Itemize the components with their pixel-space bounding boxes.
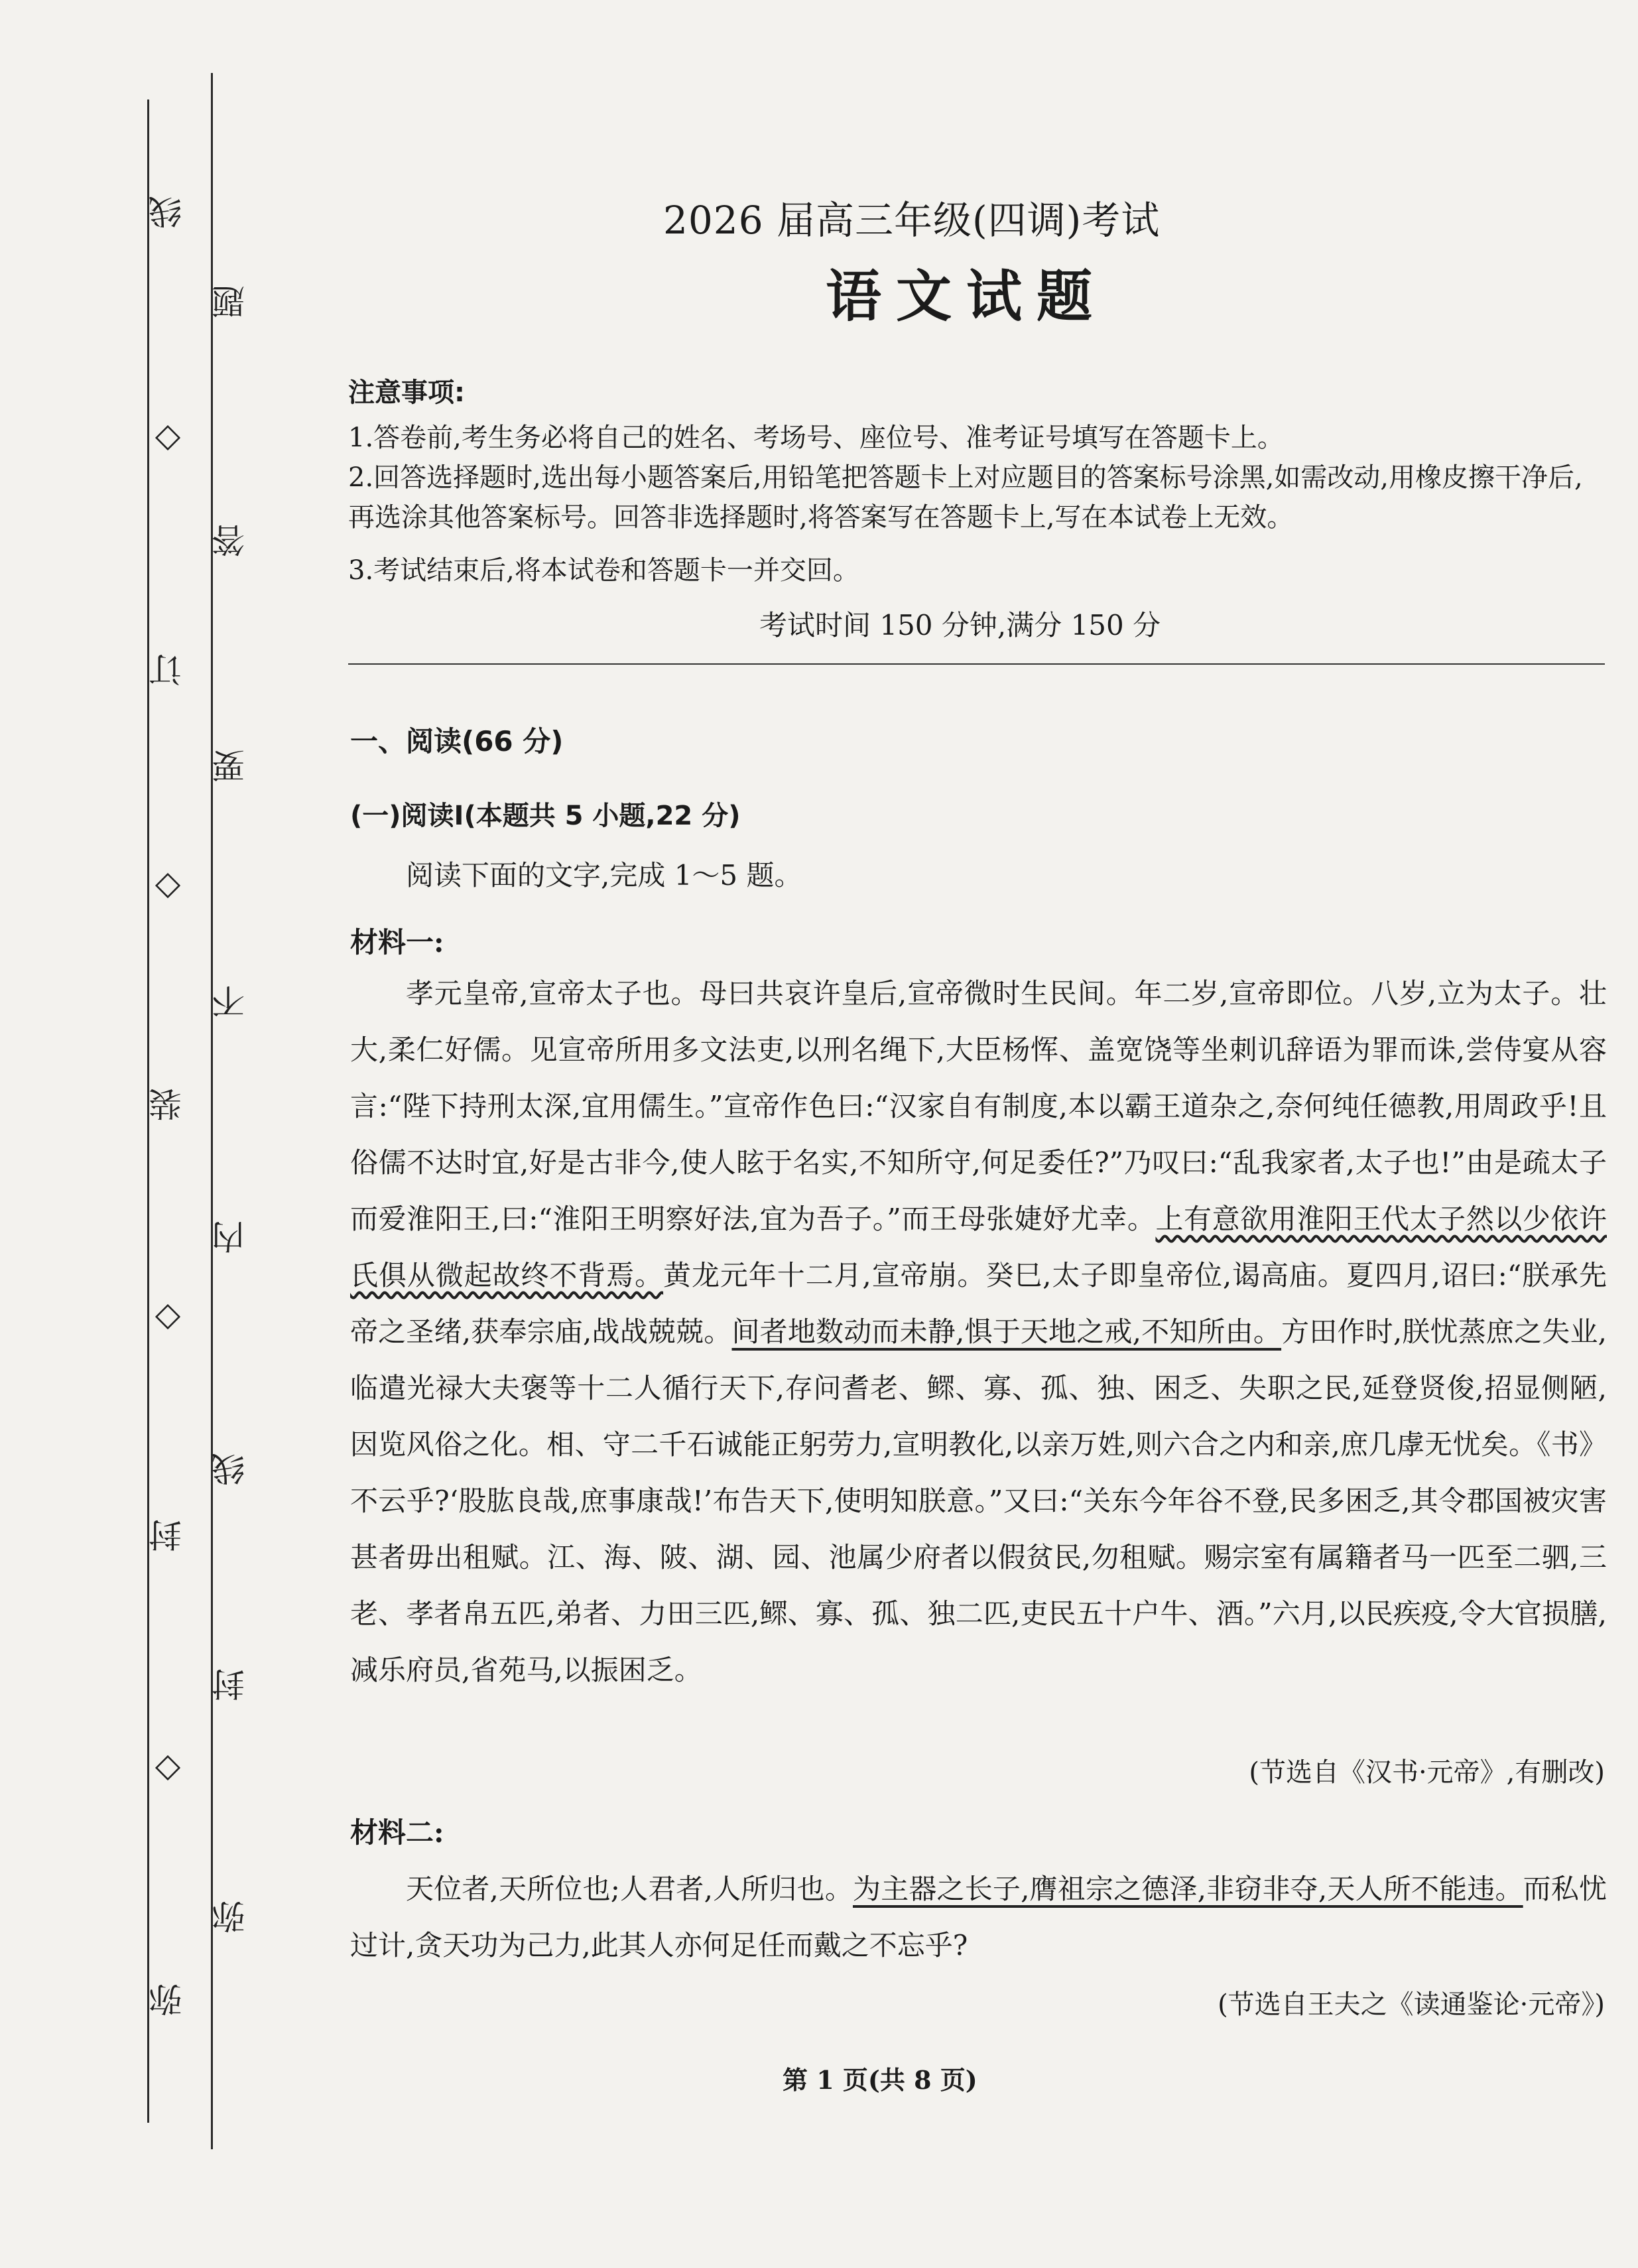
underlined-sentence: 间者地数动而未静,惧于天地之戒,不知所由。 [731,1315,1282,1348]
notice-item: 3.考试结束后,将本试卷和答题卡一并交回。 [348,555,859,586]
diamond-icon: ◇ [149,869,187,907]
section-heading: 一、阅读(66 分) [350,725,564,758]
seal-char: 答 [212,524,250,557]
seal-char: 要 [212,750,250,783]
seal-char: 题 [212,285,250,318]
seal-char: 订 [149,653,187,687]
seal-char: 线 [212,1453,250,1486]
diamond-icon: ◇ [149,1300,187,1339]
notice-item: 1.答卷前,考生务必将自己的姓名、考场号、座位号、准考证号填写在答题卡上。 [348,423,1284,453]
material1-text: 孝元皇帝,宣帝太子也。母曰共哀许皇后,宣帝微时生民间。年二岁,宣帝即位。八岁,立为太子。壮大,柔仁好儒。见宣帝所用多文法吏,以刑名绳下,大臣杨恽、盖宽饶等坐刺讥辞语为罪而诛,尝侍宴从容言:“陛下持刑太深,宜用儒生。”宣帝作色曰:“汉家自有制度,本以霸王道杂之,奈何纯任德教,用周政乎!且俗儒不达时宜,好是古非今,使人眩于名实,不知所守,何足委任?”乃叹曰:“乱我家者,太子也!”由是疏太子而爱淮阳王,曰:“淮阳王明察好法,宜为吾子。”而王母张婕妤尤幸。上有意欲用淮阳王代太子然以少依许氏俱从微起故终不背焉。黄龙元年十二月,宣帝崩。癸巳,太子即皇帝位,谒高庙。夏四月,诏曰:“朕承先帝之圣绪,获奉宗庙,战战兢兢。间者地数动而未静,惧于天地之戒,不知所由。方田作时,朕忧蒸庶之失业,临遣光禄大夫褒等十二人循行天下,存问耆老、鳏、寡、孤、独、困乏、失职之民,延登贤俊,招显侧陋,因览风俗之化。相、守二千石诚能正躬劳力,宣明教化,以亲万姓,则六合之内和亲,庶几虖无忧矣。《书》不云乎?‘股肱良哉,庶事康哉!’布告天下,使明知朕意。”又曰:“关东今年谷不登,民多困乏,其令郡国被灾害甚者毋出租赋。江、海、陂、湖、园、池属少府者以假贫民,勿租赋。赐宗室有属籍者马一匹至二驷,三老、孝者帛五匹,弟者、力田三匹,鳏、寡、孤、独二匹,吏民五十户牛、酒。”六月,以民疾疫,令大官损膳,减乐府员,省苑马,以振困乏。 [350,977,1607,1686]
source-note: (节选自《汉书·元帝》,有删改) [1249,1757,1605,1788]
instruction: 阅读下面的文字,完成 1～5 题。 [406,859,802,892]
material-heading: 材料一: [350,926,444,959]
material-heading: 材料二: [350,1816,444,1849]
seal-char: 不 [212,985,250,1018]
seal-char: 弥 [212,1901,250,1934]
notice-heading: 注意事项: [348,377,465,408]
subject-title: 语文试题 [826,263,1107,329]
part-heading: (一)阅读Ⅰ(本题共 5 小题,22 分) [350,801,741,831]
divider [348,663,1605,665]
seal-char: 封 [149,1519,187,1552]
seal-char: 封 [212,1668,250,1701]
seal-char: 装 [149,1088,187,1121]
page-number: 第 1 页(共 8 页) [783,2065,977,2095]
seal-char: 线 [149,196,187,229]
seal-column-outer [149,0,209,2268]
notice-item: 2.回答选择题时,选出每小题答案后,用铅笔把答题卡上对应题目的答案标号涂黑,如需改动,用橡皮擦干净后,再选涂其他答案标号。回答非选择题时,将答案写在答题卡上,写在本试卷上无效。 [348,462,1583,533]
exam-title: 2026 届高三年级(四调)考试 [663,198,1161,243]
wavy-underlined-sentence: 上有意欲用淮阳王代太子然以少依许氏俱从微起故终不背焉。 [350,1203,1607,1292]
seal-char: 弥 [149,1983,187,2017]
seal-column-inner [212,0,272,2268]
exam-time: 考试时间 150 分钟,满分 150 分 [759,609,1161,641]
material2-text: 天位者,天所位也;人君者,人所归也。为主器之长子,膺祖宗之德泽,非窃非夺,天人所不能违。而私忧过计,贪天功为己力,此其人亦何足任而戴之不忘乎? [350,1873,1607,1962]
source-note: (节选自王夫之《读通鉴论·元帝》) [1218,1989,1605,2020]
diamond-icon: ◇ [149,1751,187,1790]
diamond-icon: ◇ [149,421,187,460]
seal-char: 内 [212,1221,250,1254]
underlined-sentence: 为主器之长子,膺祖宗之德泽,非窃非夺,天人所不能违。 [853,1873,1523,1905]
